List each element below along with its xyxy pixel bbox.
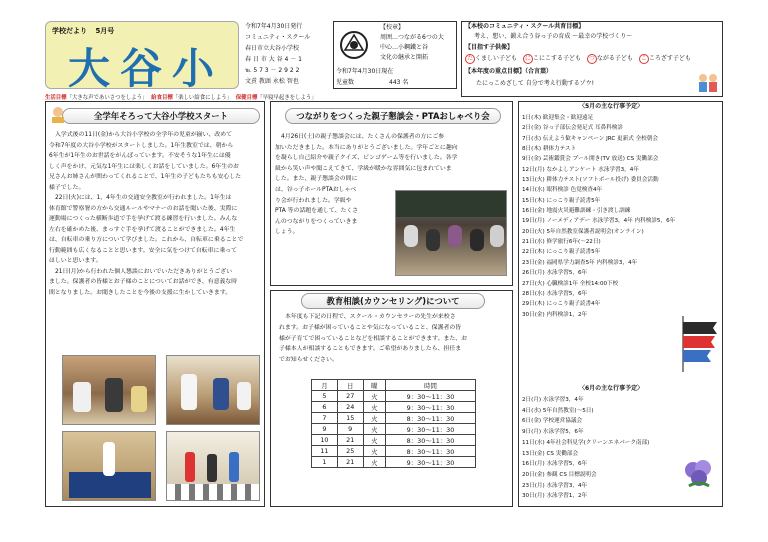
table-header-row <box>312 380 476 391</box>
paragraph-line: ました。保護者の皆様とお子様のことについてお話ができ、有意義な時 <box>49 279 238 285</box>
info-line: 令和7年4月30日発行 <box>245 23 303 30</box>
list-item: 4日(水) 5年自然教室(～5日) <box>522 407 594 414</box>
koinobori-carp-streamer-icon <box>677 314 721 374</box>
table-cell: 21 <box>337 435 363 446</box>
list-item: 9日(月) 水泳学習5，6年 <box>522 429 584 436</box>
list-item: 20日(金) 参観 CS 目標説明会 <box>522 471 597 478</box>
table-header-cell: 月 <box>312 380 338 391</box>
series-label: 学校だより <box>52 27 87 35</box>
paragraph-line: 運動場につくった横断歩道で手を挙げて渡る練習を行いました。みんな <box>49 216 238 222</box>
table-cell: 6 <box>312 402 338 413</box>
paragraph-line: 兄さんお姉さんが関わってくれることで、1年生の子どもたちも安心した <box>49 174 242 180</box>
table-cell: 火 <box>363 413 385 424</box>
aim-text: こにこする子ども <box>532 55 581 62</box>
paragraph-line: 本年度も下記の日程で、スクール・カウンセラーの先生が来校さ <box>285 314 456 320</box>
photo-traffic-safety <box>62 431 156 501</box>
table-cell: 9：30～11：30 <box>386 457 476 468</box>
article-counseling-heading: 教育相談(カウンセリング)について <box>301 293 485 309</box>
table-cell: 11 <box>312 446 338 457</box>
enrollment-count: 443 名 <box>389 79 409 86</box>
aim-initial: つ <box>588 55 595 62</box>
table-cell: 25 <box>337 446 363 457</box>
info-line: コミュニティ・スクール <box>245 34 311 41</box>
emblem-line: 中心…小鋼鐵と谷 <box>380 44 429 51</box>
list-item: 2日(月) 水泳学習3，4年 <box>522 397 584 403</box>
events-calendar <box>518 101 723 507</box>
paragraph-line: 21日(月)から行われた個人懇談においでいただきありがとうござい <box>55 268 233 275</box>
school-goals <box>461 21 723 97</box>
counseling-schedule-table <box>311 379 476 468</box>
children-illustration-icon <box>696 72 720 94</box>
goals-main: 考え、想い、鍛え合う谷っ子の育成 ～最幸の学校づくり～ <box>474 33 633 40</box>
list-item: 9日(金) 芸術鑑賞会 プール開き(TV 放送) CS 実働部会 <box>522 156 659 163</box>
may-events-list <box>522 113 675 320</box>
photo-students-helping <box>166 355 260 425</box>
focus-subtitle: （合言葉） <box>525 68 553 75</box>
list-item: 23日(金) 福岡県学力調査5年 内科検診3，4年 <box>522 259 638 266</box>
list-item: 27日(火) 心臓検診1年 全校14:00下校 <box>522 280 619 287</box>
food-goal: 「楽しい給食にしよう」 <box>172 95 233 101</box>
issue-number: 5月号 <box>95 27 115 35</box>
table-cell: 24 <box>337 402 363 413</box>
paragraph-line: 間となりました。お聞きしたことを今後の支援に生かしていきます。 <box>49 289 232 296</box>
list-item: 2日(金) 谷っ子部伝会発足式 耳鼻科検診 <box>522 125 623 132</box>
article-school-start-body <box>49 130 263 298</box>
aim-initial: た <box>466 55 473 62</box>
info-line: 文責 教頭 永松 智也 <box>245 78 299 85</box>
masthead <box>45 21 239 93</box>
monthly-goals <box>45 93 317 101</box>
table-cell: 7 <box>312 413 338 424</box>
list-item: 12日(月) なかよしアンケート 水泳学習3，4年 <box>522 166 639 173</box>
list-item: 26日(月) 水泳学習5，6年 <box>522 270 588 277</box>
table-cell: 火 <box>363 424 385 435</box>
table-cell: 9：30～11：30 <box>386 391 476 402</box>
paragraph-line: 子様本人が相談することもできます。ご希望がありましたら、担任ま <box>279 346 462 353</box>
table-row <box>312 435 476 446</box>
list-item: 13日(火) 耕体力テスト(ソフトボール投げ) 委員会活動 <box>522 177 659 184</box>
list-item: 19日(月) ノーメディアデー 水泳学習3，4年 内科検診5，6年 <box>522 218 676 225</box>
photo-classroom <box>62 355 156 425</box>
paragraph-line: 左右を確かめた後、まっすぐ手を挙げて渡ることができました。4年生 <box>49 226 236 233</box>
aim-initial: こ <box>640 55 647 62</box>
table-row <box>312 446 476 457</box>
list-item: 13日(金) CS 実働部会 <box>522 450 579 457</box>
life-goal-label: 生活目標 <box>45 95 67 101</box>
paragraph-line: 行動範囲も広くなることと思います。安全に気をつけて自転車に乗って <box>49 247 238 254</box>
health-goal: 「早寝早起きをしよう」 <box>257 95 317 101</box>
paragraph-line: 加いただきました。本当にありがとうございました。学年ごとに趣向 <box>275 144 458 151</box>
table-cell: 8：30～11：30 <box>386 435 476 446</box>
paragraph-line: PTA 等の話題を通して、たくさ <box>275 208 359 215</box>
emblem-box <box>333 21 457 89</box>
list-item: 15日(木) にっこり親子読書5年 <box>522 197 601 204</box>
paragraph-line: 体育館で警察署の方から交通ルールやマナーのお話を聞いた後、実際に <box>49 205 238 212</box>
article-parent-meeting-heading: つながりをつくった親子懇談会・PTAおしゃべり会 <box>285 108 501 124</box>
table-cell: 8：30～11：30 <box>386 446 476 457</box>
table-cell: 9：30～11：30 <box>386 424 476 435</box>
article-counseling <box>270 290 513 507</box>
paragraph-line: 様が子育てで困っていることなどを相談することができます。また、お <box>279 335 468 342</box>
table-cell: 9 <box>312 424 338 435</box>
student-reading-icon <box>50 106 66 124</box>
info-line: ℡ 5 7 3 － 2 9 2 2 <box>245 67 300 74</box>
list-item: 16日(月) 水泳学習5，6年 <box>522 461 588 468</box>
table-cell: 1 <box>312 457 338 468</box>
issue-label <box>52 26 114 36</box>
paragraph-line: は、自転車の乗り方について学びました。これから、自転車に乗ることで <box>49 237 244 243</box>
paragraph-line: 入学式後の11日(金)から大谷小学校の全学年の児童が揃い、改めて <box>55 132 233 138</box>
aims-row <box>465 54 691 65</box>
emblem-header: 【校章】 <box>380 24 405 31</box>
emblem-line: 文化の継承と開拓 <box>380 54 429 61</box>
list-item: 29日(木) にっこり親子読書4年 <box>522 301 601 308</box>
life-goal: 「大きな声であいさつをしよう」 <box>66 95 148 101</box>
paragraph-line: は、谷っ子ホールPTAおしゃべ <box>275 186 357 193</box>
list-item: 8日(木) 耕体力テスト <box>522 146 577 153</box>
focus-header <box>465 67 552 78</box>
paragraph-line: を凝らし自己紹介や親子クイズ、ビンゴゲーム等を行いました。各学 <box>275 155 458 162</box>
table-row <box>312 391 476 402</box>
aims-header: 【目指す子供像】 <box>465 44 514 51</box>
table-cell: 火 <box>363 402 385 413</box>
list-item: 11日(水) 4年社会科見学(クリーンエネパーク南部) <box>522 439 650 446</box>
table-header-cell: 日 <box>337 380 363 391</box>
paragraph-line: でお知らせください。 <box>279 357 338 364</box>
paragraph-line: れます。お子様が困っていることや気になっていること、保護者の皆 <box>279 324 462 331</box>
list-item: 30日(月) 水泳学習1，2年 <box>522 493 588 500</box>
paragraph-line: しく声をかけ、元気な1年生には楽しくお話をしていました。6年生のお <box>49 163 239 170</box>
list-item: 1日(木) 歓迎集会・歓迎遠足 <box>522 115 594 121</box>
paragraph-line: 22日(火)には、1，4年生の交通安全教室が行われました。1年生は <box>55 195 232 201</box>
paragraph-line: 4月26日(土)の親子懇談会には、たくさんの保護者の方にご参 <box>281 134 445 140</box>
table-cell: 火 <box>363 391 385 402</box>
aim-text: くましい子ども <box>475 55 518 62</box>
paragraph-line: した。また、親子懇談会の間に <box>275 176 358 183</box>
list-item: 7日(水) 伝えよう歓キャンペーン JRC 更新式 全校朝会 <box>522 135 658 142</box>
focus-text: たにっこめざして 自分で考え行動するゾウ! <box>476 80 595 87</box>
table-row <box>312 424 476 435</box>
aim-text: ながる子ども <box>596 55 633 62</box>
article-parent-meeting <box>270 101 513 286</box>
table-cell: 9：30～11：30 <box>386 402 476 413</box>
table-cell: 15 <box>337 413 363 424</box>
paragraph-line: 様子でした。 <box>49 184 85 191</box>
photo-crosswalk-practice <box>166 431 260 501</box>
list-item: 23日(月) 水泳学習3，4年 <box>522 482 588 489</box>
emblem-line: 周囲…つながる6つの大 <box>380 34 444 41</box>
table-cell: 火 <box>363 457 385 468</box>
table-cell: 9 <box>337 424 363 435</box>
list-item: 21日(水) 修学旅行6年(～22日) <box>522 239 601 246</box>
table-header-cell: 曜 <box>363 380 385 391</box>
food-goal-label: 給食目標 <box>151 95 173 101</box>
article-school-start-heading: 全学年そろって大谷小学校スタート <box>62 108 260 124</box>
table-row <box>312 402 476 413</box>
june-events-heading: 〈6月の主な行事予定〉 <box>579 385 644 392</box>
may-events-heading: 〈5月の主な行事予定〉 <box>579 103 644 110</box>
paragraph-line: 6年生が1年生のお世話をがんばっています。不安そうな1年生には優 <box>49 153 231 159</box>
list-item: 14日(水) 眼科検診 色覚検査4年 <box>522 187 603 194</box>
paragraph-line: んのつながりをつくっていきま <box>275 218 358 225</box>
table-cell: 8：30～11：30 <box>386 413 476 424</box>
school-emblem-icon <box>339 30 369 60</box>
list-item: 6日(金) 学校運営協議会 <box>522 418 583 425</box>
list-item: 28日(水) 水泳学習5，6年 <box>522 290 588 297</box>
table-cell: 10 <box>312 435 338 446</box>
table-cell: 火 <box>363 435 385 446</box>
aim-text: ころざす子ども <box>648 55 691 62</box>
health-goal-label: 保健目標 <box>235 95 258 101</box>
june-events-list <box>522 395 649 502</box>
table-cell: 21 <box>337 457 363 468</box>
info-line: 春 日 市 大 谷 4 － 1 <box>245 56 302 63</box>
list-item: 22日(木) にっこり親子読書5年 <box>522 249 601 256</box>
table-header-cell: 時間 <box>386 380 476 391</box>
aim-initial: に <box>524 55 531 62</box>
list-item: 20日(火) 5年自然教室保護者説明会(オンライン) <box>522 228 644 235</box>
goals-header: 【本校のコミュニティ・スクール共育目標】 <box>465 23 585 30</box>
list-item: 30日(金) 内科検診1，2年 <box>522 311 588 318</box>
census-date: 令和7年4月30日現在 <box>336 68 394 75</box>
photo-pta-meeting <box>395 190 507 276</box>
article-school-start <box>45 101 265 507</box>
list-item: 16日(金) 地震火災避難訓練・引き渡し訓練 <box>522 208 631 215</box>
info-line: 春日市立大谷小学校 <box>245 45 300 52</box>
article-counseling-body <box>279 312 467 366</box>
enrollment-label: 児童数 <box>336 79 355 86</box>
paragraph-line: ほしいと思います。 <box>49 258 102 264</box>
table-cell: 5 <box>312 391 338 402</box>
paragraph-line: 級から笑い声や聞こえてきて、学級が暖かな雰囲気に包まれていま <box>275 165 452 172</box>
paragraph-line: 令和7年度の大谷小学校がスタートしました。1年生教室では、朝から <box>49 142 234 149</box>
newsletter-title: 大谷小 <box>68 44 225 93</box>
table-cell: 27 <box>337 391 363 402</box>
paragraph-line: しょう。 <box>275 229 299 236</box>
table-cell: 火 <box>363 446 385 457</box>
hydrangea-icon <box>679 458 719 494</box>
paragraph-line: り会が行われました。学級や <box>275 197 352 204</box>
table-row <box>312 413 476 424</box>
focus-title: 【本年度の重点目標】 <box>465 68 526 75</box>
table-row <box>312 457 476 468</box>
